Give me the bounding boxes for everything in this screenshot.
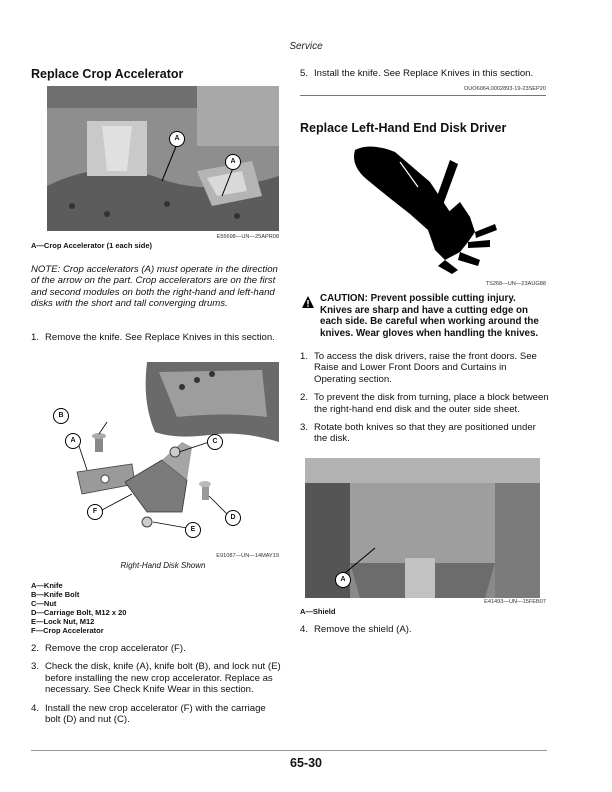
page-number: 65-30: [290, 756, 322, 770]
parts-legend: A—Knife B—Knife Bolt C—Nut D—Carriage Bolt, M12 x 20 E—Lock Nut, M12 F—Crop Accelerator: [31, 581, 127, 635]
figure-id-1: E55698—UN—25APR08: [216, 234, 279, 240]
right-step-1: 1. To access the disk drivers, raise the front doors. See Raise and Lower Front Doors and Curtains in Operating section.: [300, 351, 537, 385]
crop-accelerator-illustration: [47, 86, 279, 231]
shield-photo: [305, 458, 540, 598]
right-steps-1-to-3: [300, 351, 550, 452]
reference-id: OUO6064,0002893-19-23SEP20: [463, 86, 546, 92]
right-step-4: 4. Remove the shield (A).: [300, 624, 412, 635]
divider: [300, 95, 546, 96]
cut-hazard-icon: [340, 142, 500, 280]
footer-rule: [31, 750, 547, 751]
callout-b: B: [53, 408, 69, 424]
caution-text: CAUTION: Prevent possible cutting injury. Knives are sharp and have a cutting edge on each side. Be careful when working around the knives. Wear gloves when handling the knives.: [320, 293, 539, 339]
step-5-install-knife: 5. Install the knife. See Replace Knives in this section.: [300, 68, 534, 79]
callout-c: C: [207, 434, 223, 450]
figure-caption-4: A—Shield: [300, 607, 336, 616]
figure-caption-1: A—Crop Accelerator (1 each side): [31, 241, 153, 250]
callout-shield-a: A: [335, 572, 351, 588]
exploded-parts-illustration: [47, 362, 279, 552]
note-crop-accelerator: NOTE: Crop accelerators (A) must operate in the direction of the arrow on the part. Crop accelerators are on the first and second modules on both the right-hand and left-hand disks with the short and tall converging drums.: [31, 264, 278, 310]
figure-title-2: Right-Hand Disk Shown: [120, 561, 206, 570]
running-header: Service: [289, 41, 323, 52]
callout-e: E: [185, 522, 201, 538]
step-3: 3. Check the disk, knife (A), knife bolt (B), and lock nut (E) before installing the new crop accelerator. Replace as necessary. See Check Knife Wear in this section.: [31, 661, 281, 696]
right-step-3: 3. Rotate both knives so that they are positioned under the disk.: [300, 422, 536, 445]
exploded-parts-figure: [47, 362, 279, 552]
section-title-disk-driver: Replace Left-Hand End Disk Driver: [300, 121, 507, 135]
section-title-crop-accelerator: Replace Crop Accelerator: [31, 67, 184, 81]
callout-a2: A: [225, 154, 241, 170]
step-2: 2. Remove the crop accelerator (F).: [31, 643, 186, 654]
hand-cut-warning-symbol: [340, 142, 500, 280]
step-1-remove-knife: 1. Remove the knife. See Replace Knives in this section.: [31, 332, 275, 343]
figure-id-4: E41493—UN—15FEB07: [484, 599, 546, 605]
crop-accelerator-photo: [47, 86, 279, 231]
callout-d: D: [225, 510, 241, 526]
callout-a: A: [65, 433, 81, 449]
steps-2-to-4: [31, 643, 281, 732]
right-step-2: 2. To prevent the disk from turning, place a block between the right-hand end disk and the outer side sheet.: [300, 392, 549, 415]
figure-id-3: TS268—UN—23AUG88: [485, 281, 546, 287]
warning-triangle-icon: [301, 295, 315, 309]
callout-f: F: [87, 504, 103, 520]
figure-id-2: E91087—UN—14MAY19: [216, 553, 279, 559]
step-4: 4. Install the new crop accelerator (F) with the carriage bolt (D) and nut (C).: [31, 702, 266, 726]
callout-a1: A: [169, 131, 185, 147]
